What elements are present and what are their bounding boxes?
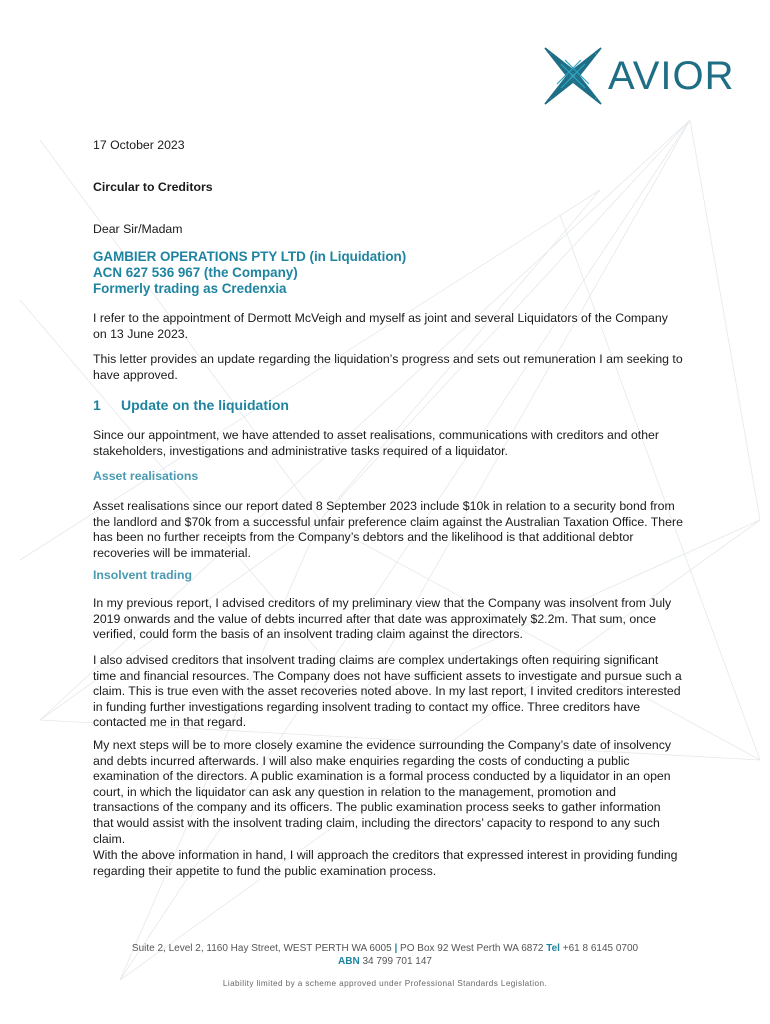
letter-heading: Circular to Creditors — [93, 180, 213, 194]
subheading-asset-realisations: Asset realisations — [93, 469, 199, 483]
section-heading-update — [93, 396, 289, 414]
subject-former-name: Formerly trading as Credenxia — [93, 281, 287, 296]
asset-realisations-paragraph: Asset realisations since our report dated 8 September 2023 include $10k in relation to a security bond from the landlord and $70k from a successful unfair preference claim against the Australian Taxation Office. There has been no further receipts from the Company’s debtors and the likelihood is that additional debtor recoveries will be immaterial. — [93, 499, 683, 560]
subheading-insolvent-trading: Insolvent trading — [93, 568, 193, 582]
section-number: 1 — [93, 397, 101, 413]
footer-street-address: Suite 2, Level 2, 1160 Hay Street, WEST PERTH WA 6005 — [131, 943, 392, 954]
avior-logo-icon — [543, 46, 603, 106]
footer-tel-label: Tel — [546, 943, 560, 954]
letter-date: 17 October 2023 — [93, 138, 185, 152]
footer-abn-label: ABN — [338, 956, 360, 967]
section-update-paragraph: Since our appointment, we have attended to asset realisations, communications with creditors and other stakeholders, investigations and administrative tasks required of a liquidator. — [93, 428, 659, 458]
insolvent-trading-paragraph-3: My next steps will be to more closely examine the evidence surrounding the Company’s date of insolvency and debts incurred afterwards. I will also make enquiries regarding the costs of conducting a public examination of the directors. A public examination is a formal process conducted by a liquidator in an open court, in which the liquidator can ask any question in relation to the management, promotion and transactions of the company and its officers. The public examination process seeks to gather information that would assist with the insolvent trading claim, including the directors’ capacity to respond to any such claim. — [93, 738, 672, 846]
intro-paragraph-appointment: I refer to the appointment of Dermott McVeigh and myself as joint and several Liquidators of the Company on 13 June 2023. — [93, 311, 668, 341]
avior-logo-wordmark: AVIOR — [608, 54, 735, 98]
footer-address-line — [0, 942, 770, 955]
subject-block — [93, 249, 406, 297]
footer-abn-value: 34 799 701 147 — [362, 956, 432, 967]
intro-paragraph-purpose: This letter provides an update regarding the liquidation’s progress and sets out remuneration I am seeking to have approved. — [93, 352, 683, 382]
salutation: Dear Sir/Madam — [93, 222, 183, 236]
subject-acn: ACN 627 536 967 (the Company) — [93, 265, 298, 280]
insolvent-trading-paragraph-4: With the above information in hand, I will approach the creditors that expressed interest in providing funding regarding their appetite to fund the public examination process. — [93, 848, 678, 878]
insolvent-trading-paragraph-1: In my previous report, I advised creditors of my preliminary view that the Company was insolvent from July 2019 onwards and the value of debts incurred after that date was approximately $2.2m. That sum, once verified, could form the basis of an insolvent trading claim against the directors. — [93, 596, 672, 642]
footer-liability-note: Liability limited by a scheme approved under Professional Standards Legislation. — [222, 979, 548, 988]
footer-po-box: PO Box 92 West Perth WA 6872 — [400, 943, 544, 954]
section-title: Update on the liquidation — [121, 397, 289, 413]
footer-tel-value: +61 8 6145 0700 — [562, 943, 639, 954]
subject-company-name: GAMBIER OPERATIONS PTY LTD (in Liquidation) — [93, 249, 407, 264]
insolvent-trading-paragraph-2: I also advised creditors that insolvent trading claims are complex undertakings often requiring significant time and financial resources. The Company does not have sufficient assets to investigate and pursue such a claim. This is true even with the asset recoveries noted above. In my last report, I invited creditors interested in funding further investigations regarding insolvent trading to contact my office. Three creditors have contacted me in that regard. — [93, 653, 682, 730]
footer-abn-line — [0, 955, 770, 968]
footer-separator: | — [394, 943, 398, 954]
